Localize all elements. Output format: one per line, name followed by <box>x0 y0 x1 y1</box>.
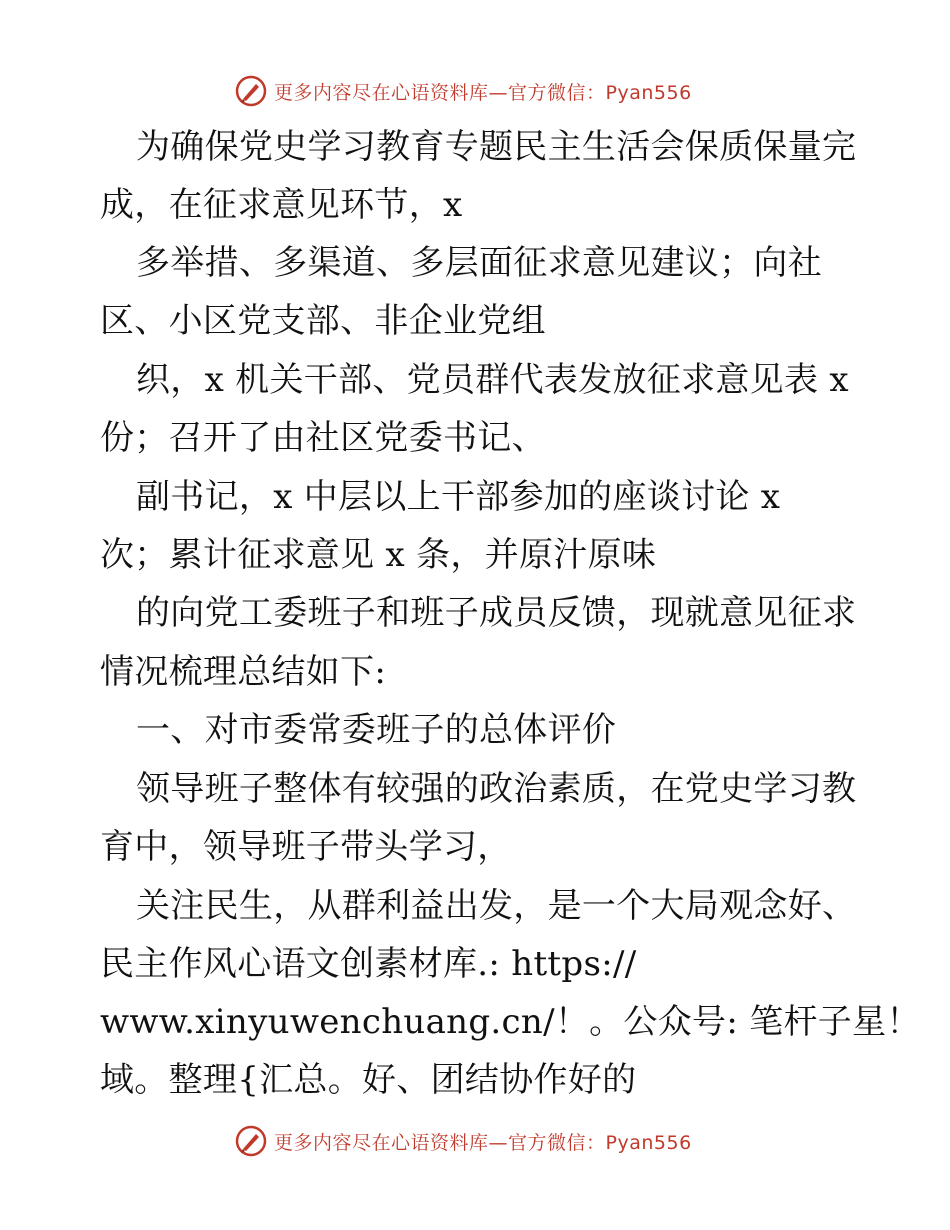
text-line: 关注民生，从群利益出发，是一个大局观念好、 <box>136 886 857 926</box>
text-line: 次；累计征求意见 x 条，并原汁原味 <box>100 535 657 575</box>
watermark-text: 更多内容尽在心语资料库—官方微信：Pyan556 <box>274 1131 692 1154</box>
section-heading: 一、对市委常委班子的总体评价 <box>136 710 617 750</box>
text-line: 份；召开了由社区党委书记、 <box>100 418 546 458</box>
text-line: 区、小区党支部、非企业党组 <box>100 301 546 341</box>
text-line: www.xinyuwenchuang.cn/！。公众号: 笔杆子星！ <box>100 1002 921 1042</box>
text-line: 情况梳理总结如下: <box>100 652 387 692</box>
footer-watermark <box>234 1124 692 1158</box>
text-line: 副书记，x 中层以上干部参加的座谈讨论 x <box>136 477 781 517</box>
pen-logo-icon <box>234 1124 268 1158</box>
pen-logo-icon <box>234 74 268 108</box>
text-line: 织，x 机关干部、党员群代表发放征求意见表 x <box>136 360 849 400</box>
text-line: 成，在征求意见环节，x <box>100 185 463 225</box>
text-line: 民主作风心语文创素材库.: https:// <box>100 944 637 984</box>
text-line: 的向党工委班子和班子成员反馈，现就意见征求 <box>136 593 857 633</box>
text-line: 多举措、多渠道、多层面征求意见建议；向社 <box>136 243 822 283</box>
header-watermark <box>234 74 692 108</box>
text-line: 领导班子整体有较强的政治素质，在党史学习教 <box>136 769 857 809</box>
text-line: 为确保党史学习教育专题民主生活会保质保量完 <box>136 127 857 167</box>
text-line: 域。整理{汇总。好、团结协作好的 <box>100 1060 637 1100</box>
text-line: 育中，领导班子带头学习， <box>100 827 512 867</box>
watermark-text: 更多内容尽在心语资料库—官方微信：Pyan556 <box>274 81 692 104</box>
